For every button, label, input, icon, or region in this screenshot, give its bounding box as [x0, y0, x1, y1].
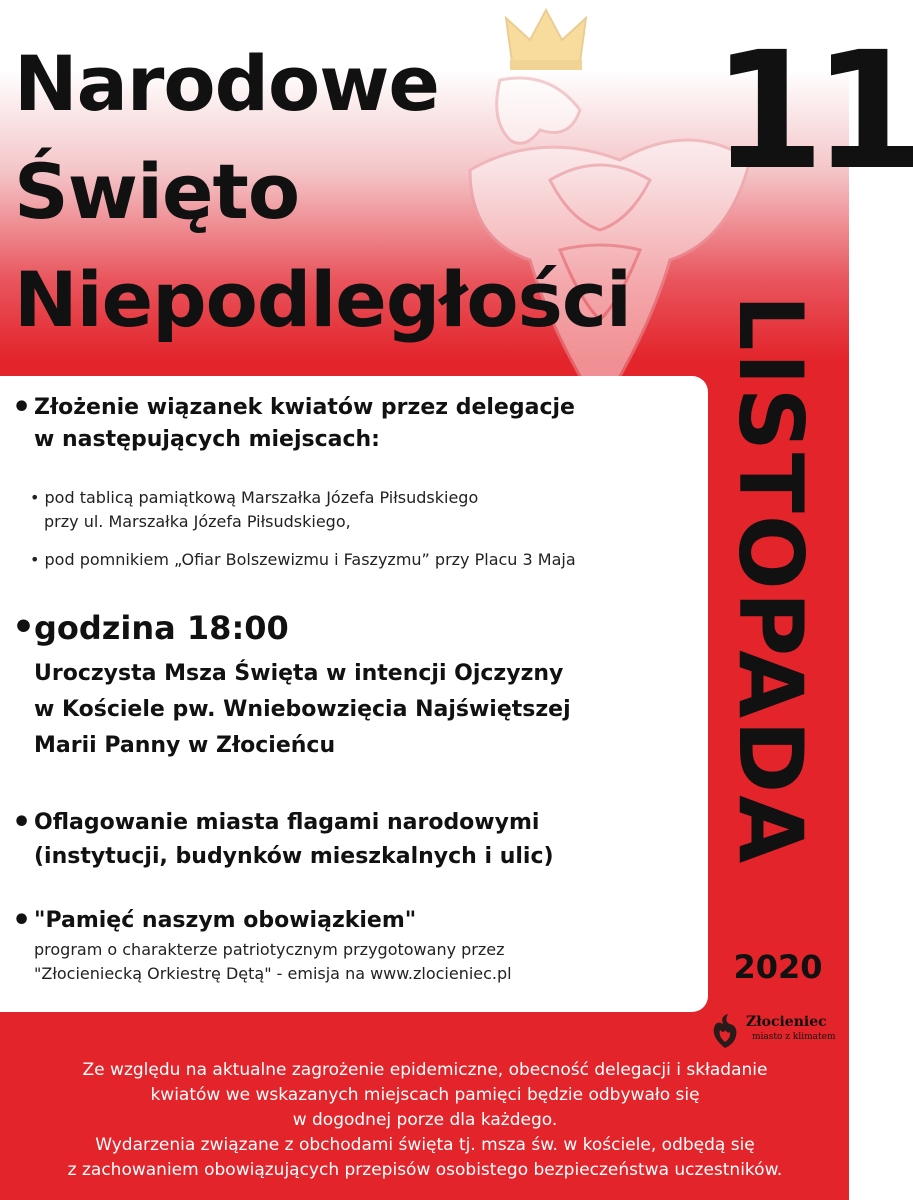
heart-flame-icon — [710, 1012, 740, 1050]
section-wreath-heading-2: w następujących miejscach: — [34, 427, 380, 452]
bullet-icon: • — [12, 607, 36, 648]
memory-program-line-1: program o charakterze patriotycznym przygotowany przez — [34, 940, 505, 959]
flags-line-2: (instytucji, budynków mieszkalnych i ulic) — [34, 844, 554, 869]
mass-description-line-1: Uroczysta Msza Święta w intencji Ojczyzny — [34, 661, 564, 686]
notice-line-4: Wydarzenia związane z obchodami święta tj. msza św. w kościele, odbędą się — [95, 1135, 755, 1155]
notice-line-3: w dogodnej porze dla każdego. — [292, 1110, 558, 1130]
date-month-vertical: LISTOPADA — [719, 294, 822, 866]
notice-line-5: z zachowaniem obowiązujących przepisów osobistego bezpieczeństwa uczestników. — [67, 1160, 783, 1180]
bullet-icon: • — [12, 903, 32, 938]
city-logo — [708, 1010, 842, 1054]
section-memory-program — [12, 903, 702, 938]
mass-description-line-2: w Kościele pw. Wniebowzięcia Najświętszej — [34, 697, 571, 722]
title-line-2: Święto — [14, 147, 300, 236]
date-year: 2020 — [733, 948, 823, 986]
notice-line-1: Ze względu na aktualne zagrożenie epidemiczne, obecność delegacji i składanie — [82, 1060, 768, 1080]
mass-time-heading: godzina 18:00 — [34, 609, 289, 647]
wreath-location-1-line-2: przy ul. Marszałka Józefa Piłsudskiego, — [44, 512, 351, 531]
memory-program-line-2: "Złocieniecką Orkiestrę Dętą" - emisja na www.zlocieniec.pl — [34, 964, 512, 983]
section-wreath-heading-1: Złożenie wiązanek kwiatów przez delegacje — [34, 395, 575, 420]
wreath-location-1 — [30, 486, 478, 534]
memory-program-heading: "Pamięć naszym obowiązkiem" — [34, 908, 417, 933]
flags-line-1: Oflagowanie miasta flagami narodowymi — [34, 810, 540, 835]
title-line-3: Niepodległości — [14, 255, 631, 344]
memory-program-description — [34, 938, 512, 986]
title-line-1: Narodowe — [14, 39, 439, 128]
mass-description-line-3: Marii Panny w Złocieńcu — [34, 733, 336, 758]
mass-description — [34, 656, 571, 764]
section-wreath-laying — [12, 392, 702, 456]
bullet-icon: • — [12, 805, 32, 840]
event-title — [14, 30, 714, 354]
notice-line-2: kwiatów we wskazanych miejscach pamięci będzie odbywało się — [150, 1085, 700, 1105]
section-flags — [12, 806, 702, 874]
bullet-icon: • — [12, 390, 32, 425]
epidemic-notice — [14, 1058, 836, 1183]
logo-name: Złocieniec — [746, 1014, 827, 1030]
date-day: 11 — [712, 18, 913, 206]
wreath-location-2: • pod pomnikiem „Ofiar Bolszewizmu i Faszyzmu” przy Placu 3 Maja — [30, 550, 576, 569]
wreath-location-1-line-1: • pod tablicą pamiątkową Marszałka Józefa Piłsudskiego — [30, 488, 479, 507]
logo-tagline: miasto z klimatem — [752, 1032, 836, 1042]
section-mass-time — [12, 608, 702, 648]
